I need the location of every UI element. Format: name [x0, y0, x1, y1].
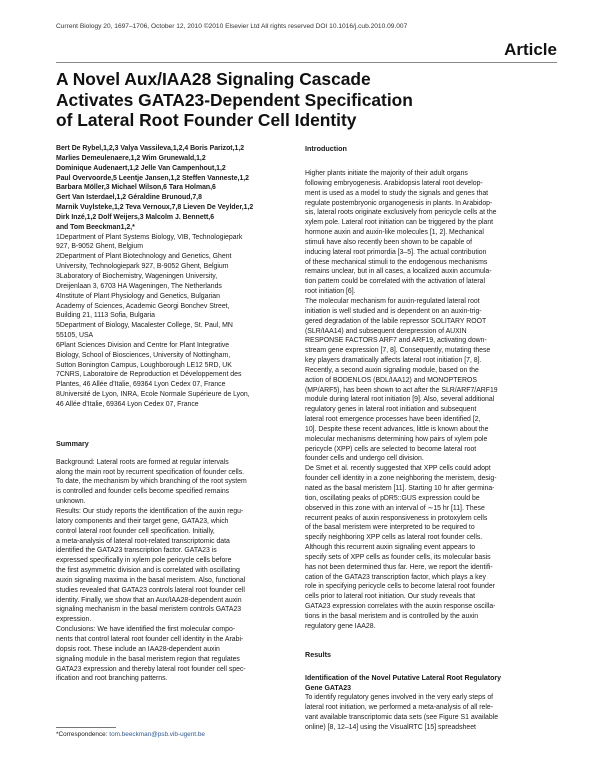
intro-line: stimuli have also recently been shown to be capable of: [305, 238, 473, 246]
intro-line: sis, lateral roots originate exclusively from pericycle cells at the: [305, 209, 497, 217]
intro-line: root initiation [6].: [305, 288, 356, 296]
intro-line: recurrent peaks of auxin responsiveness in protoxylem cells: [305, 514, 488, 522]
summary-line: along the main root by recurrent specification of founder cells.: [56, 468, 245, 476]
affiliation-line: 55105, USA: [56, 332, 94, 340]
summary-line: unknown.: [56, 498, 86, 506]
intro-line: (SLR/IAA14) and subsequent derepression of AUXIN: [305, 327, 467, 335]
intro-line: Although this recurrent auxin signaling event appears to: [305, 544, 476, 552]
subheading-line: Identification of the Novel Putative Lateral Root Regulatory: [305, 674, 502, 682]
title-line: of Lateral Root Founder Cell Identity: [56, 110, 357, 130]
intro-line: GATA23 expression correlates with the auxin response oscilla-: [305, 603, 496, 611]
summary-line: signaling mechanism in the basal meristem controls GATA23: [56, 606, 242, 614]
intro-line: initiation is well studied and is dependent on an auxin-trig-: [305, 307, 482, 315]
summary-line: control lateral root founder cell specification. Initially,: [56, 527, 215, 535]
affiliation-line: 927, B-9052 Ghent, Belgium: [56, 243, 143, 251]
summary-line: Background: Lateral roots are formed at regular intervals: [56, 458, 229, 466]
intro-line: ment is used as a model to study the signals and genes that: [305, 189, 489, 197]
affiliation-line: 3Laboratory of Biochemistry, Wageningen University,: [56, 272, 218, 280]
affiliation-line: Building 21, 1113 Sofia, Bulgaria: [56, 312, 155, 320]
correspondence-label: *Correspondence:: [56, 731, 110, 738]
left-column: [56, 144, 288, 684]
affiliation-list: [56, 233, 288, 410]
correspondence-note: [56, 731, 205, 738]
summary-line: expression.: [56, 616, 92, 624]
correspondence-email-link[interactable]: tom.beeckman@psb.vib-ugent.be: [109, 731, 205, 738]
intro-paragraph-1: [305, 169, 557, 297]
intro-line: following embryogenesis. Arabidopsis lateral root develop-: [305, 179, 483, 187]
affiliation-line: Biology, School of Biosciences, University of Nottingham,: [56, 351, 231, 359]
summary-line: signaling module in the basal meristem region that regulates: [56, 655, 240, 663]
results-line: lateral root initiation, we performed a meta-analysis of all rele-: [305, 704, 494, 712]
paper-title: [56, 69, 516, 131]
intro-line: cation of the GATA23 transcription factor, which plays a key: [305, 573, 486, 581]
subheading-line: Gene GATA23: [305, 684, 352, 692]
intro-line: pericycle (XPP) cells are selected to become lateral root: [305, 445, 477, 453]
summary-line: identified the GATA23 transcription factor. GATA23 is: [56, 547, 217, 555]
summary-line: nents that control lateral root founder cell identity in the Arabi-: [56, 635, 244, 643]
affiliation-line: University, Technologiepark 927, B-9052 Ghent, Belgium: [56, 263, 229, 271]
intro-line: molecular mechanisms determining how pairs of xylem pole: [305, 435, 488, 443]
summary-line: GATA23 expression and thereby lateral root founder cell spec-: [56, 665, 246, 673]
summary-line: expressed specifically in xylem pole pericycle cells before: [56, 557, 232, 565]
affiliation-line: Sutton Bonington Campus, Loughborough LE12 5RD, UK: [56, 361, 232, 369]
intro-line: of the basal meristem were interpreted to be required to: [305, 524, 475, 532]
intro-line: tion, oscillating peaks of pDR5::GUS expression could be: [305, 494, 480, 502]
summary-line: ification and root branching patterns.: [56, 675, 168, 683]
summary-line: auxin signaling maxima in the basal meristem. Also, functional: [56, 576, 246, 584]
results-line: online) [8, 12–14] using the VisualRTC [15] spreadsheet: [305, 723, 476, 731]
affiliation-line: 6Plant Sciences Division and Centre for Plant Integrative: [56, 341, 230, 349]
affiliation-line: 5Department of Biology, Macalester College, St. Paul, MN: [56, 322, 233, 330]
right-column: [305, 144, 557, 733]
summary-line: Conclusions: We have identified the first molecular compo-: [56, 626, 236, 634]
intro-line: cells prior to lateral root initiation. Our study reveals that: [305, 593, 476, 601]
intro-line: remains unclear, but in all cases, a localized auxin accumula-: [305, 268, 492, 276]
author-line: Gert Van Isterdael,1,2 Géraldine Brunoud,7,8: [56, 194, 202, 202]
intro-line: De Smet et al. recently suggested that XPP cells could adopt: [305, 465, 491, 473]
intro-line: role in specifying pericycle cells to become lateral root founder: [305, 583, 495, 591]
author-list: [56, 144, 288, 233]
intro-paragraph-2: [305, 297, 557, 464]
intro-line: regulatory genes in lateral root initiation and subsequent: [305, 406, 477, 414]
summary-body: [56, 458, 288, 684]
intro-line: key players dramatically affects lateral root initiation [7, 8].: [305, 357, 482, 365]
article-type-label: Article: [504, 40, 557, 59]
results-body: [305, 693, 557, 732]
intro-line: observed in this zone with an interval of ∼15 hr [11]. These: [305, 504, 485, 512]
intro-line: action of BODENLOS (BDL/IAA12) and MONOPTEROS: [305, 376, 477, 384]
intro-line: specify neighboring XPP cells as lateral root founder cells.: [305, 534, 483, 542]
intro-line: of these mechanical stimuli to the endogenous mechanisms: [305, 258, 488, 266]
intro-line: Recently, a second auxin signaling module, based on the: [305, 366, 479, 374]
results-line: vant available transcriptomic data sets (see Figure S1 available: [305, 714, 499, 722]
intro-line: tions in the basal meristem and is controlled by the auxin: [305, 612, 479, 620]
summary-line: latory components and their target gene, GATA23, which: [56, 517, 229, 525]
title-line: A Novel Aux/IAA28 Signaling Cascade: [56, 69, 371, 89]
intro-line: hormone auxin and auxin-like molecules [1, 2]. Mechanical: [305, 229, 484, 237]
author-line: Dirk Inzé,1,2 Dolf Weijers,3 Malcolm J. Bennett,6: [56, 213, 215, 221]
intro-paragraph-3: [305, 464, 557, 631]
summary-line: Results: Our study reports the identification of the auxin regu-: [56, 508, 244, 515]
affiliation-line: 7CNRS, Laboratoire de Reproduction et Développement des: [56, 371, 242, 379]
affiliation-line: 8Université de Lyon, INRA, Ecole Normale Supérieure de Lyon,: [56, 391, 250, 399]
title-line: Activates GATA23-Dependent Specification: [56, 89, 413, 110]
author-line: Bert De Rybel,1,2,3 Valya Vassileva,1,2,4 Boris Parizot,1,2: [56, 145, 245, 152]
intro-line: (MP/ARF5), has been shown to act after the SLR/ARF7/ARF19: [305, 386, 498, 394]
affiliation-line: 1Department of Plant Systems Biology, VIB, Technologiepark: [56, 233, 243, 241]
intro-line: inducing lateral root primordia [3–5]. The actual contribution: [305, 248, 487, 256]
results-subheading: [305, 674, 557, 694]
summary-line: the first asymmetric division and is correlated with oscillating: [56, 567, 240, 575]
affiliation-line: 2Department of Plant Biotechnology and Genetics, Ghent: [56, 253, 232, 261]
author-line: Paul Overvoorde,5 Leentje Jansen,1,2 Steffen Vanneste,1,2: [56, 174, 250, 182]
results-line: To identify regulatory genes involved in the very early steps of: [305, 694, 494, 702]
intro-line: tion pattern could be correlated with the activation of lateral: [305, 278, 486, 286]
author-line: Marlies Demeulenaere,1,2 Wim Grunewald,1,2: [56, 154, 206, 162]
intro-line: nated as the basal meristem [11]. Starting 10 hr after germina-: [305, 485, 495, 492]
affiliation-line: 46 Allée d’Italie, 69364 Lyon Cedex 07, France: [56, 400, 199, 408]
summary-heading: Summary: [56, 438, 89, 448]
intro-line: RESPONSE FACTORS ARF7 and ARF19, activating down-: [305, 337, 487, 345]
intro-line: specify sets of XPP cells as founder cells, its molecular basis: [305, 553, 491, 561]
summary-line: is controlled and founder cells become specified remains: [56, 488, 230, 496]
intro-line: 10]. Despite these recent advances, little is known about the: [305, 425, 489, 433]
author-line: Dominique Audenaert,1,2 Jelle Van Campenhout,1,2: [56, 164, 226, 172]
intro-line: module during lateral root initiation [9]. Also, several additional: [305, 396, 495, 404]
affiliation-line: Plantes, 46 Allée d’Italie, 69364 Lyon Cedex 07, France: [56, 381, 226, 389]
footnote-rule: [56, 727, 116, 728]
summary-line: a meta-analysis of lateral root-related transcriptomic data: [56, 537, 230, 545]
intro-line: xylem pole. Lateral root initiation can be triggered by the plant: [305, 219, 494, 227]
intro-line: regulatory gene IAA28.: [305, 622, 376, 630]
author-line: and Tom Beeckman1,2,*: [56, 223, 135, 231]
header-rule: [56, 62, 557, 63]
intro-line: founder cells and undergo cell division.: [305, 455, 424, 463]
results-heading: Results: [305, 649, 331, 659]
intro-line: lateral root emergence processes have been identified [2,: [305, 416, 481, 424]
intro-line: gered degradation of the labile repressor SOLITARY ROOT: [305, 317, 487, 325]
intro-line: regulate postembryonic organogenesis in plants. In Arabidop-: [305, 199, 493, 207]
intro-line: stream gene expression [7, 8]. Consequently, mutating these: [305, 347, 491, 355]
intro-line: has not been determined thus far. Here, we report the identifi-: [305, 563, 493, 571]
intro-line: founder cell identity in a zone neighboring the meristem, desig-: [305, 475, 497, 483]
author-line: Marnik Vuylsteke,1,2 Teva Vernoux,7,8 Lieven De Veylder,1,2: [56, 204, 254, 212]
summary-line: dopsis root. These include an IAA28-dependent auxin: [56, 645, 220, 653]
affiliation-line: Academy of Sciences, Academic Georgi Bonchev Street,: [56, 302, 230, 310]
summary-line: identity. Finally, we show that an Aux/IAA28-dependent auxin: [56, 596, 242, 604]
affiliation-line: 4Institute of Plant Physiology and Genetics, Bulgarian: [56, 292, 220, 300]
author-line: Barbara Möller,3 Michael Wilson,6 Tara Holman,6: [56, 184, 216, 192]
introduction-heading: Introduction: [305, 144, 347, 153]
summary-line: To date, the mechanism by which branching of the root system: [56, 478, 247, 486]
summary-line: studies revealed that GATA23 controls lateral root founder cell: [56, 586, 245, 594]
affiliation-line: Dreijenlaan 3, 6703 HA Wageningen, The Netherlands: [56, 282, 222, 290]
intro-line: Higher plants initiate the majority of their adult organs: [305, 170, 468, 177]
journal-citation-line: Current Biology 20, 1697–1706, October 12, 2010 ©2010 Elsevier Ltd All rights reserved DOI 10.1016/j.cub.2010.09.007: [56, 23, 408, 30]
intro-line: The molecular mechanism for auxin-regulated lateral root: [305, 297, 480, 305]
